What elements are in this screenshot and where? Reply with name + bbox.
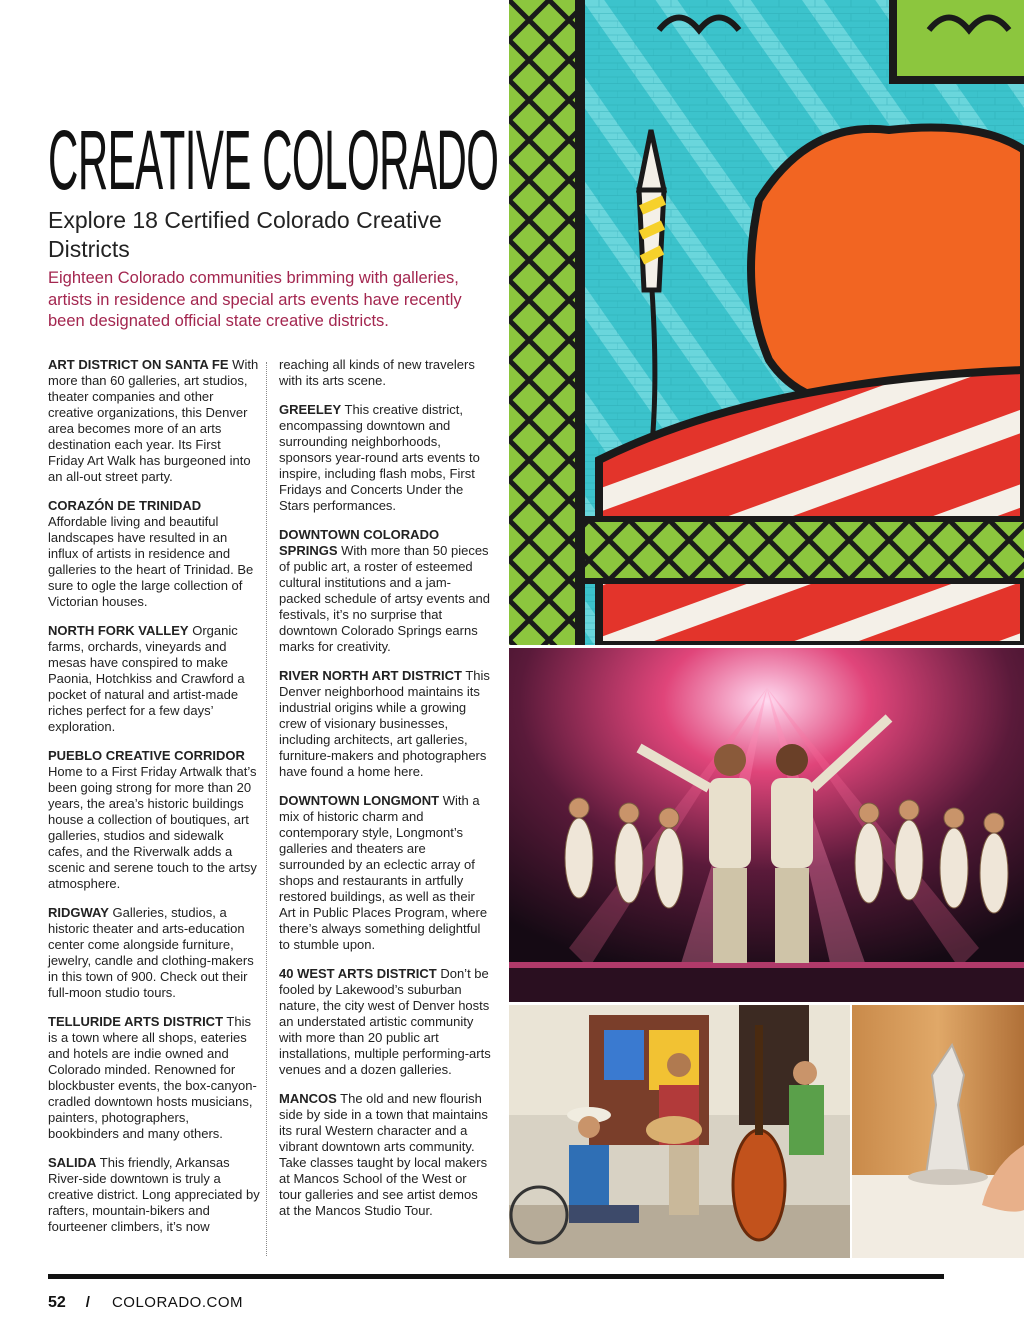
district-name: MANCOS xyxy=(279,1091,337,1106)
page-subtitle: Explore 18 Certified Colorado Creative Districts xyxy=(48,207,442,262)
street-musicians-photo xyxy=(509,1005,850,1258)
mural-photo xyxy=(509,0,1024,645)
district-description: The old and new flourish side by side in a town that maintains its rural Western character and a vibrant downtown arts community. Take classes taught by local makers at Mancos School of the West or tour galleries and see artist demos at the Mancos Studio Tour. xyxy=(279,1091,488,1218)
district-name: NORTH FORK VALLEY xyxy=(48,623,189,638)
district-description: With more than 60 galleries, art studios, theater companies and other creative organizations, this Denver area becomes more of an arts destination each year. Its First Friday Art Walk has burgeoned into an all-out street party. xyxy=(48,357,259,484)
text-column-1 xyxy=(48,357,260,1248)
district-entry xyxy=(48,905,260,1001)
district-description: With a mix of historic charm and contemporary style, Longmont’s galleries and theaters are surrounded by an eclectic array of shops and restaurants in artfully restored buildings, as well as their Art in Public Places Program, where there’s always something delightful to stumble upon. xyxy=(279,793,488,952)
district-entry xyxy=(279,966,491,1078)
column-divider xyxy=(266,362,267,1256)
district-entry xyxy=(279,527,491,655)
district-description: Galleries, studios, a historic theater and arts-education center come alongside furniture, jewelry, candle and clothing-makers in this town of 900. Check out their full-moon studio tours. xyxy=(48,905,254,1000)
pottery-photo xyxy=(852,1005,1024,1258)
district-description: Organic farms, orchards, vineyards and mesas have conspired to make Paonia, Hotchkiss and Crawford a pocket of natural and artist-made riches perfect for a few days’ exploration. xyxy=(48,623,245,734)
district-entry xyxy=(279,402,491,514)
district-entry xyxy=(48,1014,260,1142)
district-description: With more than 50 pieces of public art, a roster of esteemed cultural institutions and a jam-packed schedule of artsy events and festivals, it’s no surprise that downtown Colorado Springs earns marks for creativity. xyxy=(279,543,491,654)
district-description: Don’t be fooled by Lakewood’s suburban nature, the city west of Denver hosts an understated artistic community with more than 20 public art installations, multiple performing-arts venues and a dozen galleries. xyxy=(279,966,491,1077)
stage-performance-photo xyxy=(509,648,1024,1002)
district-name: TELLURIDE ARTS DISTRICT xyxy=(48,1014,224,1029)
district-description: reaching all kinds of new travelers with its arts scene. xyxy=(279,357,475,388)
page-title: CREATIVE COLORADO xyxy=(48,113,499,207)
district-description: This creative district, encompassing downtown and surrounding neighborhoods, sponsors year-round arts events to inspire, including flash mobs, First Fridays and Concerts Under the Stars performances. xyxy=(279,402,480,513)
district-entry xyxy=(279,793,491,953)
district-name: 40 WEST ARTS DISTRICT xyxy=(279,966,437,981)
page-footer xyxy=(48,1293,243,1313)
district-name: ART DISTRICT ON SANTA FE xyxy=(48,357,229,372)
district-description: Affordable living and beautiful landscapes have resulted in an influx of artists in residence and galleries to the heart of Trinidad. Be sure to ogle the large collection of Victorian houses. xyxy=(48,514,254,609)
district-description: This Denver neighborhood maintains its industrial origins while a growing crew of visionary businesses, including architects, art galleries, furniture-makers and photographers have found a home here. xyxy=(279,668,490,779)
district-name: GREELEY xyxy=(279,402,342,417)
district-name: DOWNTOWN LONGMONT xyxy=(279,793,440,808)
footer-separator: / xyxy=(85,1294,90,1311)
district-name: SALIDA xyxy=(48,1155,97,1170)
footer-site-link[interactable]: COLORADO.COM xyxy=(111,1294,243,1311)
district-entry xyxy=(279,1091,491,1219)
district-description: This friendly, Arkansas River-side downtown is truly a creative district. Long appreciated by rafters, mountain-bikers and fourteener climbers, it’s now xyxy=(48,1155,260,1234)
text-column-2 xyxy=(279,357,491,1232)
footer-rule xyxy=(48,1274,944,1279)
district-entry-continued xyxy=(279,357,491,389)
district-description: This is a town where all shops, eateries and hotels are indie owned and Colorado minded. Renowned for blockbuster events, the box-canyon-cradled downtown hosts musicians, painters, photographers, bookbinders and many others. xyxy=(48,1014,257,1141)
district-entry xyxy=(48,357,260,485)
district-entry xyxy=(48,1155,260,1235)
district-name: DOWNTOWN COLORADO SPRINGS xyxy=(279,527,440,558)
district-name: RIDGWAY xyxy=(48,905,109,920)
intro-paragraph: Eighteen Colorado communities brimming with galleries, artists in residence and special arts events have recently been designated official state creative districts. xyxy=(48,269,462,330)
page-number: 52 xyxy=(48,1294,66,1311)
district-entry xyxy=(48,498,260,610)
district-name: RIVER NORTH ART DISTRICT xyxy=(279,668,462,683)
district-name: PUEBLO CREATIVE CORRIDOR xyxy=(48,748,245,763)
district-description: Home to a First Friday Artwalk that’s been going strong for more than 20 years, the area’s historic buildings house a collection of boutiques, art galleries, studios and sidewalk cafes, and the Riverwalk adds a scenic and serene touch to the artsy atmosphere. xyxy=(48,764,257,891)
district-name: CORAZÓN DE TRINIDAD xyxy=(48,498,202,513)
district-entry xyxy=(48,623,260,735)
district-entry xyxy=(279,668,491,780)
photo-column xyxy=(509,0,1024,1258)
district-entry xyxy=(48,748,260,892)
